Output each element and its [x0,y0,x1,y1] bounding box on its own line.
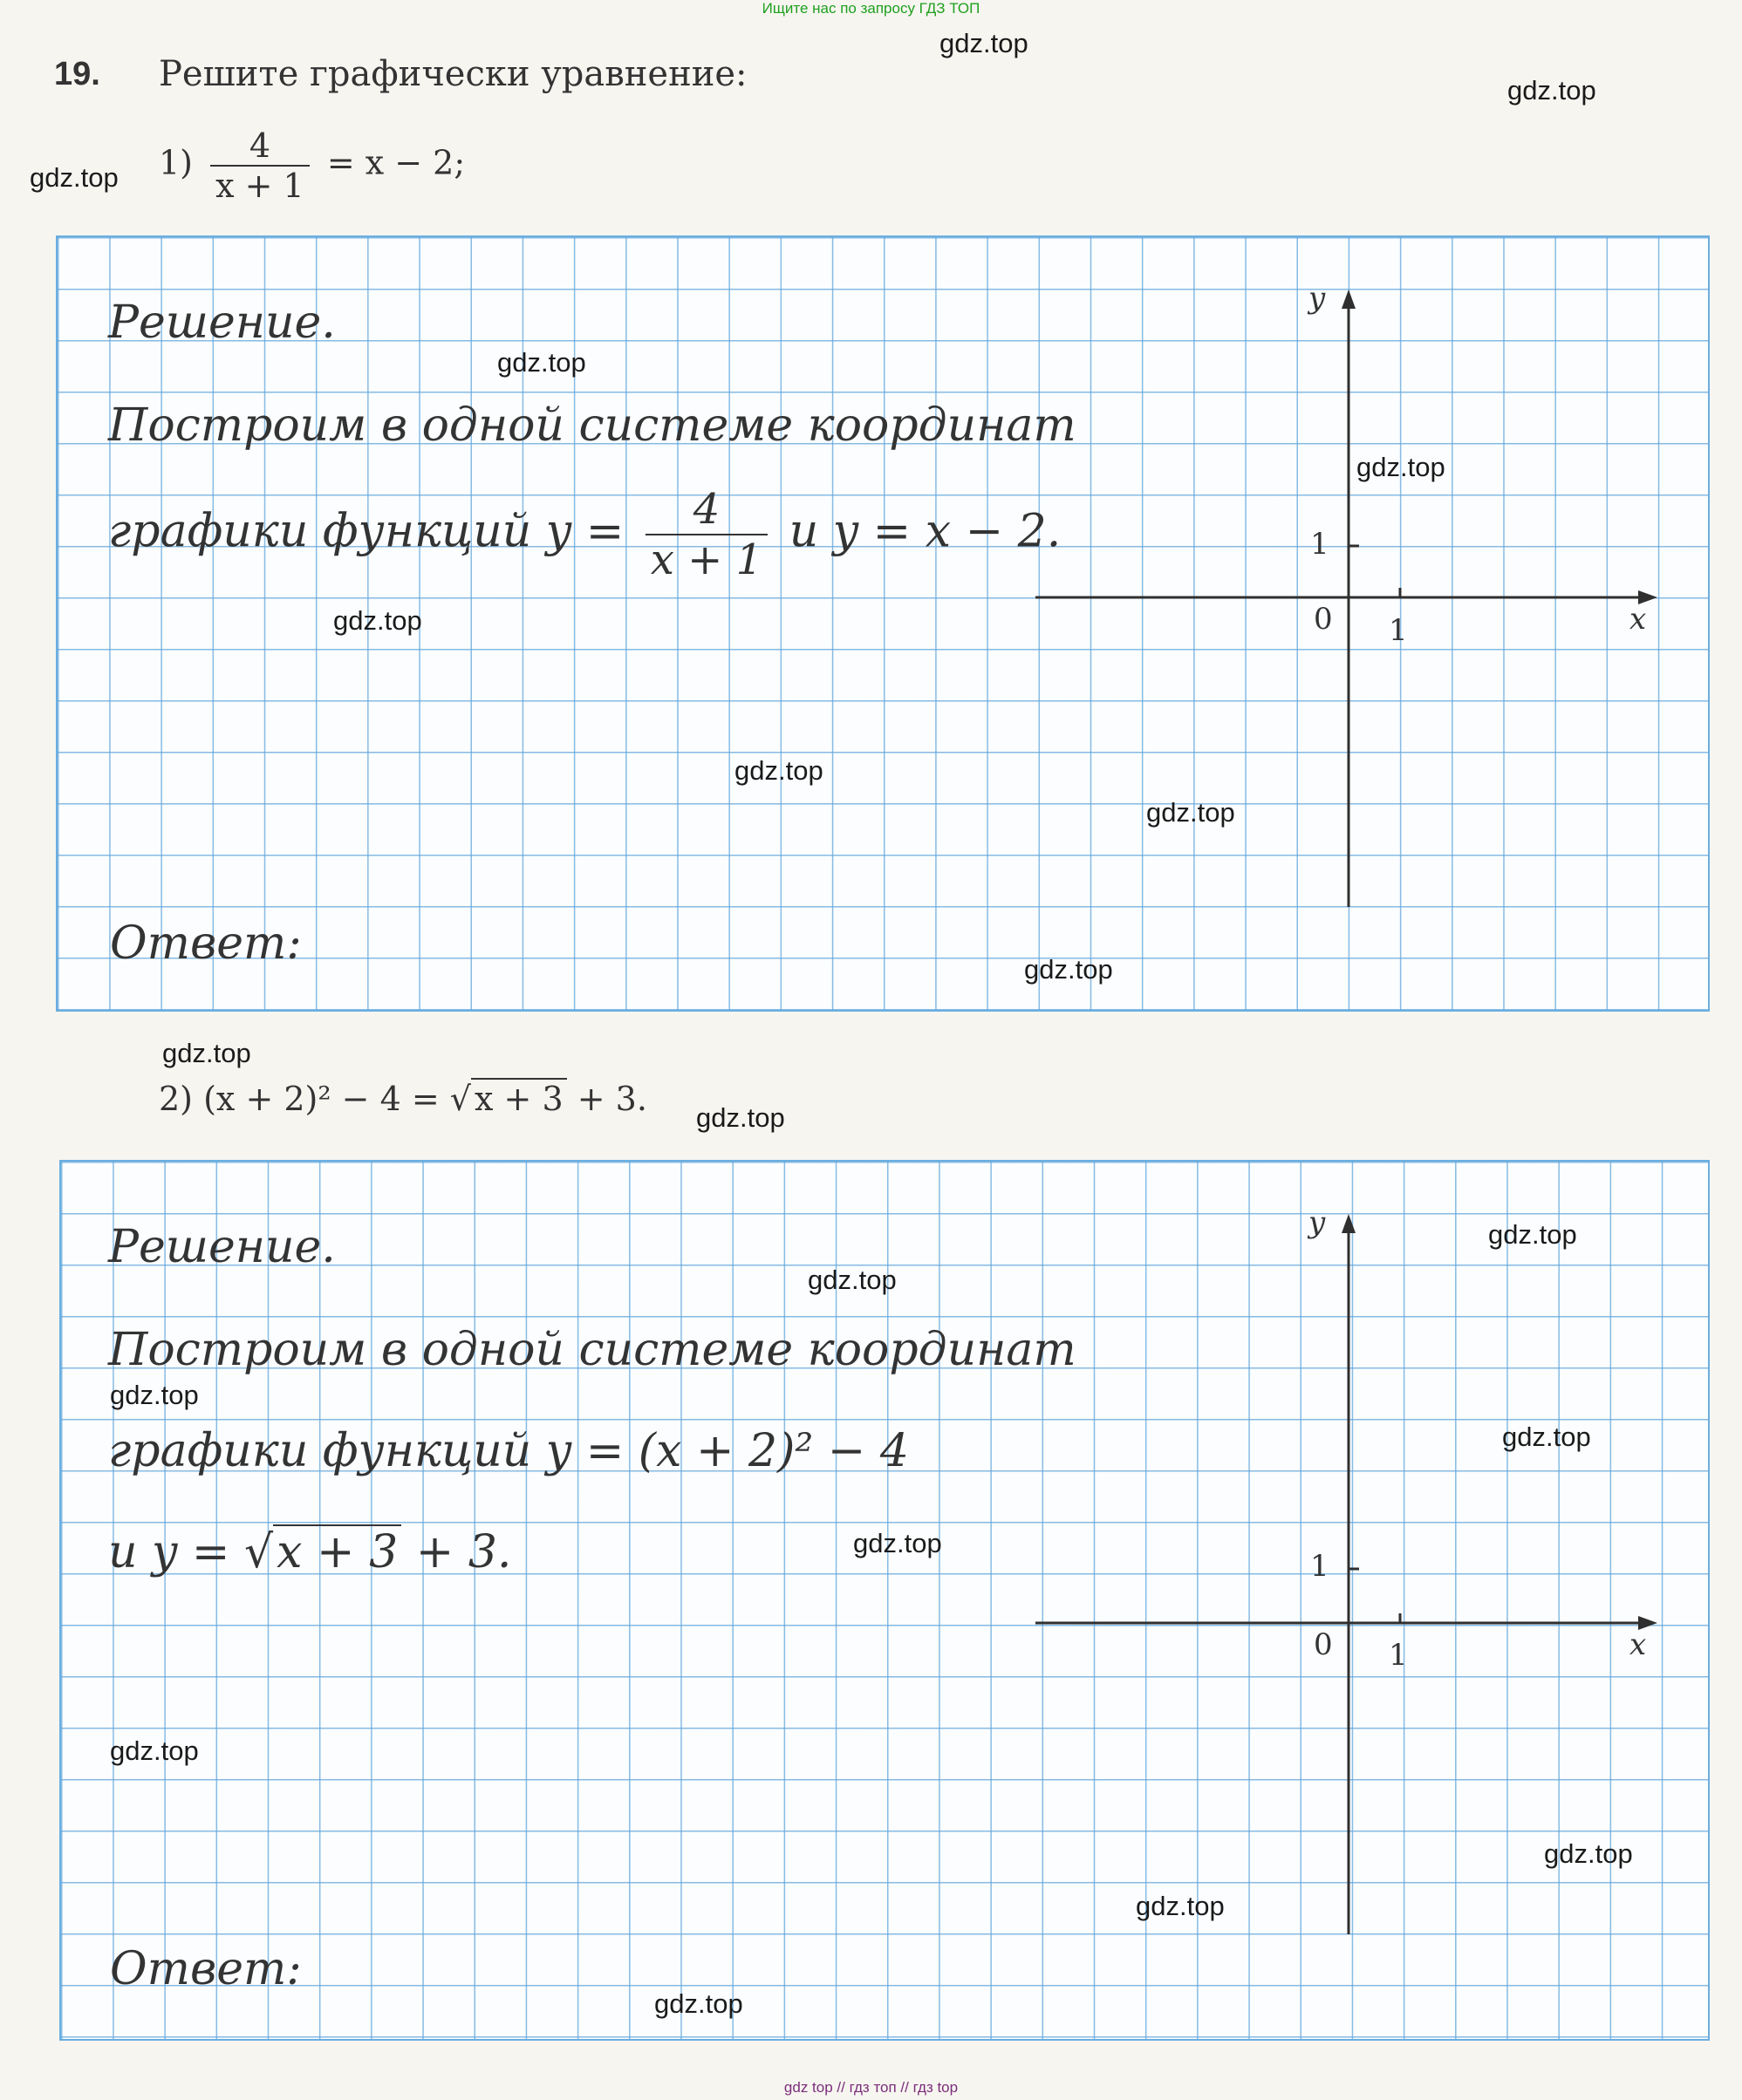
watermark: gdz.top [1024,954,1113,985]
task1-answer-label: Ответ: [110,917,302,970]
watermark: gdz.top [939,28,1028,58]
task2-solution-line2: графики функций y = (x + 2)² − 4 [108,1425,909,1477]
task2-label: 2) [159,1080,194,1118]
task1-denominator: x + 1 [210,165,310,205]
watermark: gdz.top [734,755,823,786]
watermark: gdz.top [1502,1422,1591,1452]
watermark: gdz.top [1544,1838,1633,1869]
task1-y-tick-label: 1 [1310,527,1329,562]
task2-x-tick-label: 1 [1389,1638,1408,1673]
watermark: gdz.top [1146,797,1235,828]
task2-solution-heading: Решение. [108,1221,336,1273]
task2-solution-line1: Построим в одной системе координат [108,1324,1076,1376]
task1-solution-denominator: x + 1 [646,534,768,584]
task1-solution-heading: Решение. [108,297,336,349]
watermark: gdz.top [696,1102,785,1133]
task2-rhs: + 3. [577,1080,647,1118]
top-note: Ищите нас по запросу ГДЗ ТОП [762,0,980,17]
watermark: gdz.top [1136,1891,1225,1921]
watermark: gdz.top [808,1265,897,1295]
task2-answer-label: Ответ: [110,1943,302,1995]
task2-sqrt: √ x + 3 [450,1078,567,1118]
watermark: gdz.top [654,1988,743,2019]
watermark: gdz.top [110,1735,199,1766]
task2-radicand: x + 3 [471,1078,567,1118]
task2-lhs: (x + 2)² − 4 = [203,1080,440,1118]
task2-solution-sqrt: √x + 3 [244,1524,401,1578]
watermark: gdz.top [853,1528,942,1558]
task1-solution-numerator: 4 [693,485,721,534]
task2-line3-suffix: + 3. [415,1526,512,1578]
task2-solution-radicand: x + 3 [273,1524,401,1578]
task1-origin-label: 0 [1314,602,1333,637]
watermark: gdz.top [1507,75,1596,106]
task2-origin-label: 0 [1314,1627,1333,1662]
task2-y-arrow [1342,1214,1356,1233]
task1-x-label: x [1629,602,1647,637]
watermark: gdz.top [110,1380,199,1410]
task1-x-tick-label: 1 [1389,613,1408,648]
task2-y-label: y [1308,1205,1326,1240]
task1-line2-prefix: графики функций y = [108,505,625,558]
task1-solution-line1: Построим в одной системе координат [108,399,1076,452]
exercise-title: Решите графически уравнение: [159,54,748,94]
watermark: gdz.top [30,162,119,193]
task2-x-label: x [1629,1627,1647,1662]
task2-y-tick-label: 1 [1310,1549,1329,1584]
watermark: gdz.top [497,347,586,378]
watermark: gdz.top [333,605,422,636]
exercise-number: 19. [54,56,100,92]
task1-label: 1) [159,143,194,182]
task1-y-label: y [1308,281,1326,316]
watermark: gdz.top [162,1038,251,1068]
bottom-note: gdz top // гдз топ // гдз top [783,2079,959,2096]
task1-numerator: 4 [249,126,270,165]
task2-line3-prefix: и y = [108,1526,230,1578]
watermark: gdz.top [1356,452,1445,482]
task1-line2-suffix: и y = x − 2. [789,505,1062,558]
watermark: gdz.top [1488,1219,1577,1250]
task1-rhs: = x − 2; [326,143,466,182]
